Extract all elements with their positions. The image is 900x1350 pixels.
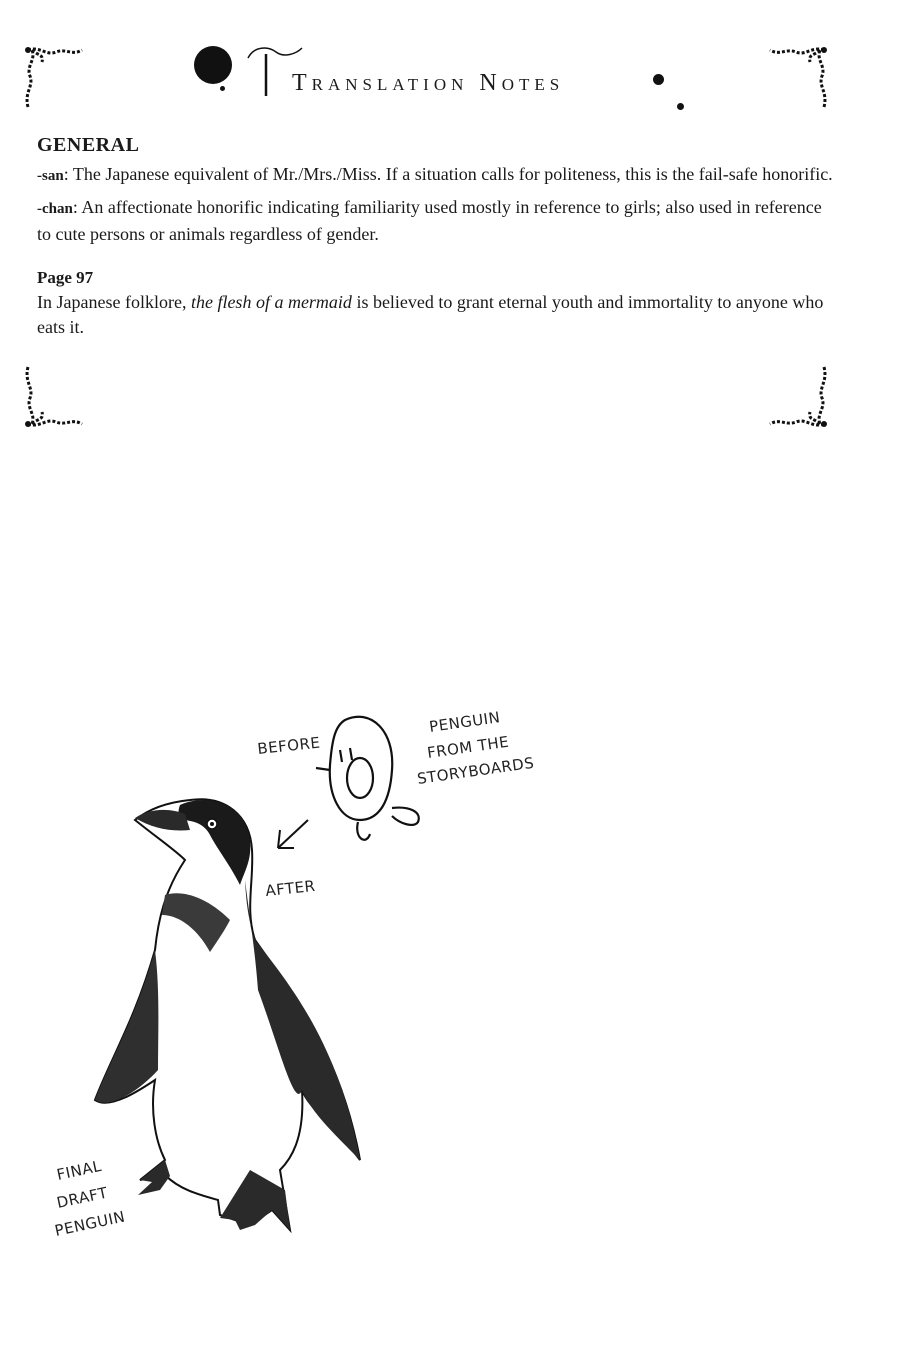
- label-storyboard-line2: FROM THE: [426, 732, 511, 762]
- label-storyboard-line3: STORYBOARDS: [416, 753, 536, 788]
- label-final-line3: PENGUIN: [53, 1207, 127, 1240]
- page-title: Translation Notes: [292, 70, 565, 96]
- bubble-decoration-icon: [653, 74, 664, 85]
- note-entry: [37, 195, 837, 247]
- ornament-icon: [20, 42, 90, 112]
- bubble-decoration-icon: [677, 103, 684, 110]
- ornament-icon: [762, 362, 832, 432]
- page-note-text-start: In Japanese folklore,: [37, 292, 191, 312]
- label-final-line1: FINAL: [55, 1156, 104, 1184]
- page-note-text: [37, 290, 837, 340]
- label-after: AFTER: [264, 876, 317, 900]
- label-storyboard-line1: PENGUIN: [428, 708, 502, 736]
- ornament-icon: [20, 362, 90, 432]
- page-note-text-end: is believed to grant eternal youth and immortality to anyone who eats it.: [37, 292, 824, 337]
- storyboard-penguin-icon: [316, 717, 419, 840]
- bubble-decoration-icon: [220, 86, 225, 91]
- page-header: [190, 40, 710, 115]
- note-entry: [37, 162, 837, 189]
- corner-ornament-top-right: [762, 42, 832, 112]
- notes-body: [37, 133, 837, 346]
- section-heading: GENERAL: [37, 134, 140, 156]
- page-note-italic: the flesh of a mermaid: [190, 292, 352, 312]
- note-definition: : The Japanese equivalent of Mr./Mrs./Miss. If a situation calls for politeness, this is the fail-safe honorific.: [63, 164, 833, 184]
- corner-ornament-bottom-right: [762, 362, 832, 432]
- note-term: -san: [37, 168, 64, 184]
- final-penguin-icon: [95, 799, 360, 1230]
- penguin-illustration: [40, 690, 600, 1270]
- page-note-heading: Page 97: [37, 268, 94, 287]
- arrow-icon: [278, 820, 308, 848]
- bubble-decoration-icon: [194, 46, 232, 84]
- corner-ornament-bottom-left: [20, 362, 90, 432]
- penguin-drawing: [40, 690, 600, 1270]
- note-definition: : An affectionate honorific indicating familiarity used mostly in reference to girls; also used in reference to cute persons or animals regardless of gender.: [37, 197, 822, 244]
- note-term: -chan: [37, 201, 73, 217]
- ornament-icon: [762, 42, 832, 112]
- corner-ornament-top-left: [20, 42, 90, 112]
- label-final-line2: DRAFT: [55, 1183, 110, 1212]
- label-before: BEFORE: [256, 733, 322, 758]
